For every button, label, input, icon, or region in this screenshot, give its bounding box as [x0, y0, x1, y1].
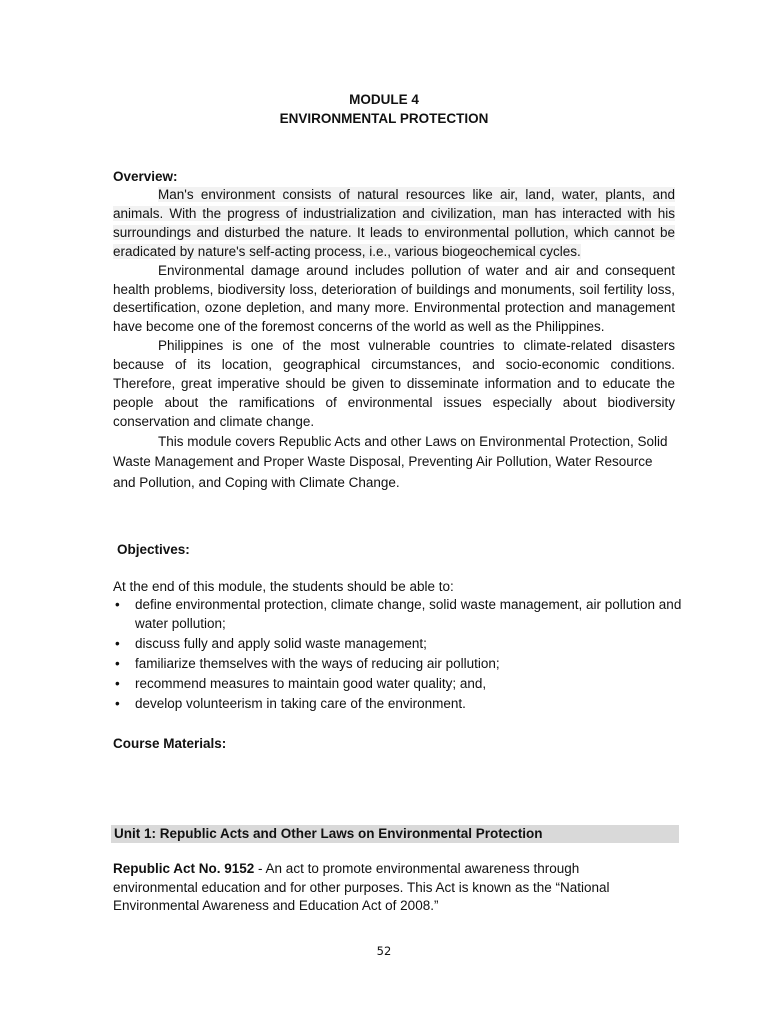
- objectives-list: [113, 596, 683, 715]
- page-number: 52: [376, 944, 392, 958]
- bullet: •: [115, 675, 120, 691]
- republic-act-text: - An act to promote environmental awareness through environmental education and for other purposes. This Act is known as the “National Environmental Awareness and Education Act of 2008.”: [113, 861, 610, 914]
- overview-paragraph: [113, 186, 675, 262]
- bullet: •: [115, 597, 120, 612]
- bullet: •: [115, 655, 120, 671]
- bullet: •: [115, 695, 120, 711]
- objective-text: familiarize themselves with the ways of reducing air pollution;: [135, 655, 500, 671]
- objective-item: [113, 655, 683, 674]
- objective-item: [113, 596, 683, 633]
- overview-heading: Overview:: [113, 169, 178, 184]
- module-number: MODULE 4: [349, 92, 419, 107]
- unit-1-header: [111, 825, 679, 843]
- module-title: ENVIRONMENTAL PROTECTION: [279, 111, 489, 126]
- objective-text: recommend measures to maintain good water quality; and,: [135, 675, 487, 691]
- overview-paragraph-text: Man's environment consists of natural resources like air, land, water, plants, and animals. With the progress of industrialization and civilization, man has interacted with his surroundings and disturbed the nature. It leads to environmental pollution, which cannot be eradicated by nature's self-acting process, i.e., various biogeochemical cycles.: [113, 187, 675, 259]
- republic-act-paragraph: [113, 860, 633, 916]
- unit-1-title: Unit 1: Republic Acts and Other Laws on Environmental Protection: [114, 826, 543, 841]
- objective-item: [113, 695, 683, 714]
- overview-body: [113, 186, 675, 493]
- course-materials-heading: Course Materials:: [113, 736, 227, 751]
- republic-act-label: Republic Act No. 9152: [113, 861, 255, 876]
- objectives-heading: Objectives:: [117, 542, 190, 557]
- objective-item: [113, 635, 683, 654]
- overview-paragraph: Environmental damage around includes pollution of water and air and consequent health problems, biodiversity loss, deterioration of buildings and monuments, soil fertility loss, desertification, ozone depletion, and many more. Environmental protection and management have become one of the foremost concerns of the world as well as the Philippines.: [113, 262, 675, 335]
- objective-text: define environmental protection, climate change, solid waste management, air pollution and water pollution;: [135, 597, 682, 631]
- overview-paragraph: This module covers Republic Acts and other Laws on Environmental Protection, Solid Waste Management and Proper Waste Disposal, Preventing Air Pollution, Water Resource and Pollution, and Coping with Climate Change.: [113, 433, 668, 490]
- objective-text: develop volunteerism in taking care of the environment.: [135, 695, 466, 711]
- bullet: •: [115, 635, 120, 651]
- objective-item: [113, 675, 683, 694]
- overview-paragraph: Philippines is one of the most vulnerable countries to climate-related disasters because of its location, geographical circumstances, and socio-economic conditions. Therefore, great imperative should be given to disseminate information and to educate the people about the ramifications of environmental issues especially about biodiversity conservation and climate change.: [113, 338, 675, 429]
- objective-text: discuss fully and apply solid waste management;: [135, 635, 427, 651]
- objectives-intro: At the end of this module, the students should be able to:: [113, 579, 454, 594]
